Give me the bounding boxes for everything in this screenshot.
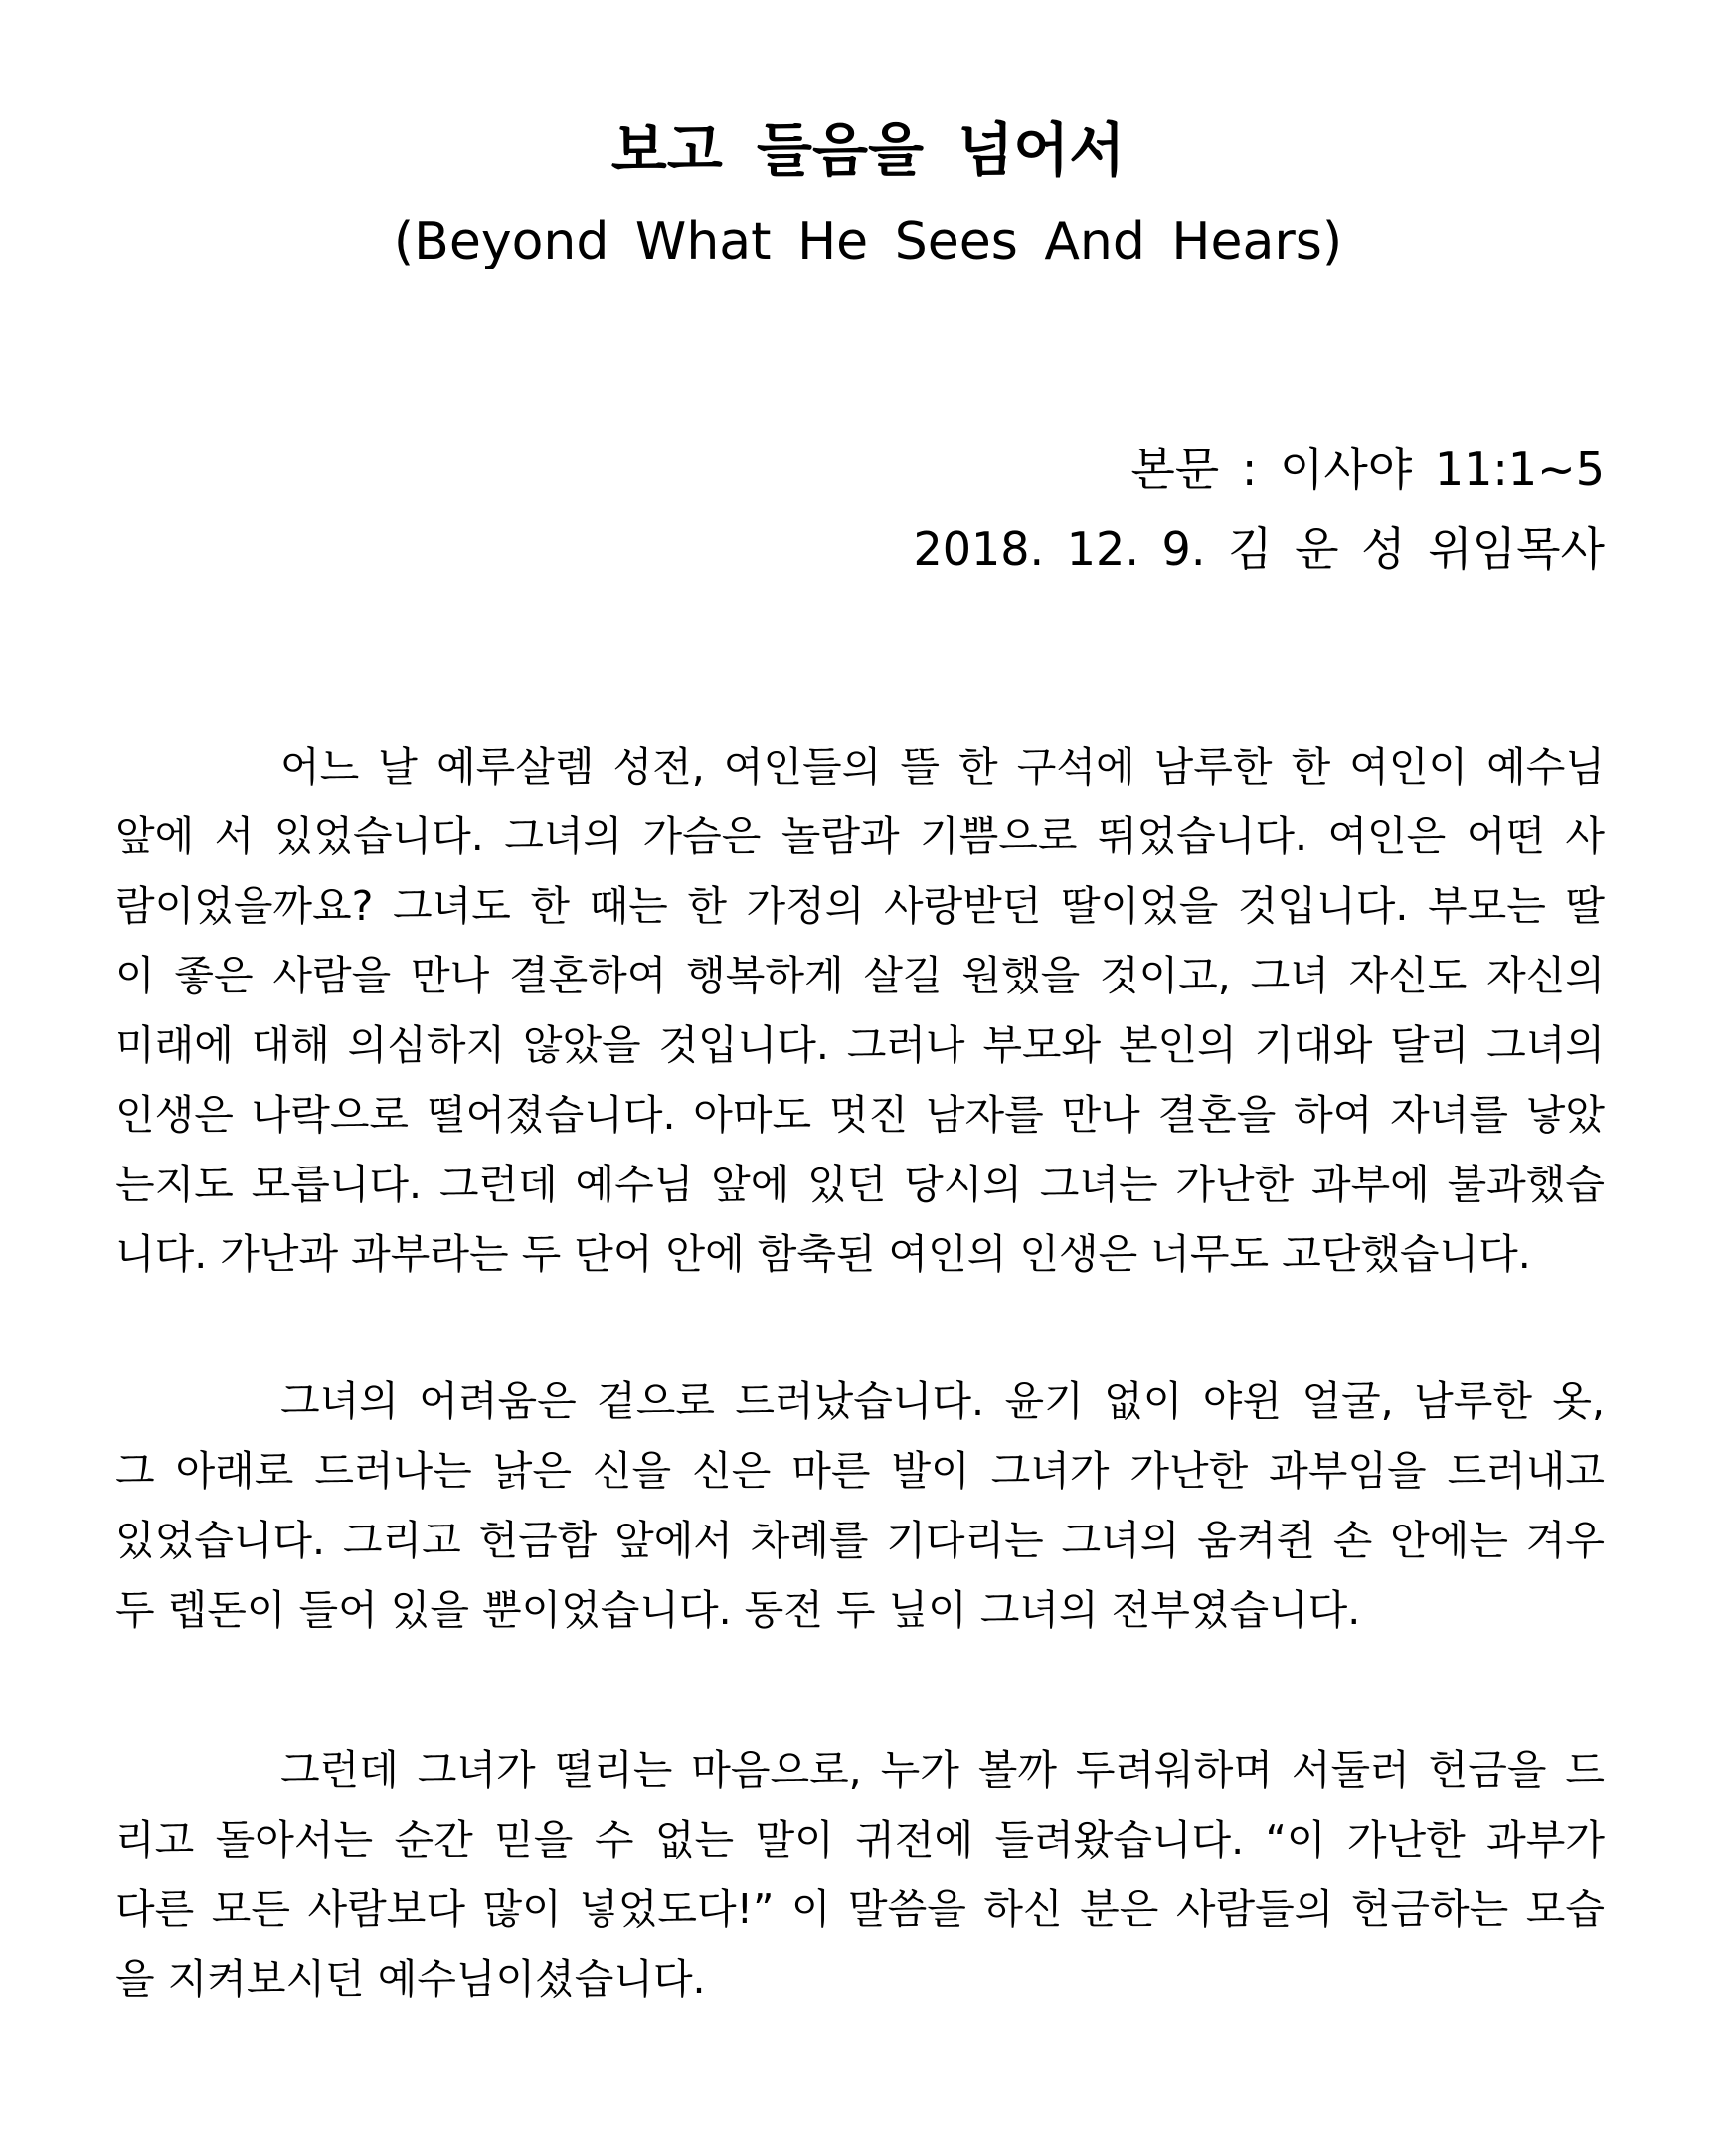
paragraph-line: 다른 모든 사람보다 많이 넣었도다!” 이 말씀을 하신 분은 사람들의 헌금하는 모습: [115, 1886, 1605, 1933]
paragraph-line: 두 렙돈이 들어 있을 뿐이었습니다. 동전 두 닢이 그녀의 전부였습니다.: [115, 1586, 1361, 1634]
paragraph-line: 이 좋은 사람을 만나 결혼하여 행복하게 살길 원했을 것이고, 그녀 자신도 자신의: [115, 952, 1605, 999]
document-subtitle: (Beyond What He Sees And Hears): [393, 212, 1343, 271]
paragraph-line: 미래에 대해 의심하지 않았을 것입니다. 그러나 부모와 본인의 기대와 달리 그녀의: [115, 1021, 1605, 1069]
paragraph-line: 그 아래로 드러나는 낡은 신을 신은 마른 발이 그녀가 가난한 과부임을 드러내고: [115, 1447, 1605, 1495]
paragraph-line: 그런데 그녀가 떨리는 마음으로, 누가 볼까 두려워하며 서둘러 헌금을 드: [280, 1746, 1605, 1794]
paragraph-1: [115, 732, 1605, 1289]
paragraph-line: 인생은 나락으로 떨어졌습니다. 아마도 멋진 남자를 만나 결혼을 하여 자녀를 낳았: [115, 1091, 1605, 1139]
date-author-line: 2018. 12. 9. 김 운 성 위임목사: [913, 522, 1605, 576]
paragraph-line: 앞에 서 있었습니다. 그녀의 가슴은 놀람과 기쁨으로 뛰었습니다. 여인은 어떤 사: [115, 812, 1605, 860]
paragraph-line: 람이었을까요? 그녀도 한 때는 한 가정의 사랑받던 딸이었을 것입니다. 부모는 딸: [115, 882, 1605, 930]
paragraph-2: [115, 1366, 1605, 1645]
paragraph-line: 그녀의 어려움은 겉으로 드러났습니다. 윤기 없이 야윈 얼굴, 남루한 옷,: [280, 1377, 1605, 1425]
paragraph-line: 리고 돌아서는 순간 믿을 수 없는 말이 귀전에 들려왔습니다. “이 가난한 과부가: [115, 1816, 1605, 1864]
paragraph-3: [115, 1735, 1605, 2014]
paragraph-line: 는지도 모릅니다. 그런데 예수님 앞에 있던 당시의 그녀는 가난한 과부에 불과했습: [115, 1161, 1605, 1208]
scripture-reference: 본문 : 이사야 11:1~5: [1130, 443, 1605, 496]
paragraph-line: 니다. 가난과 과부라는 두 단어 안에 함축된 여인의 인생은 너무도 고단했습니다.: [115, 1230, 1531, 1278]
paragraph-line: 어느 날 예루살렘 성전, 여인들의 뜰 한 구석에 남루한 한 여인이 예수님: [280, 743, 1605, 791]
paragraph-line: 을 지켜보시던 예수님이셨습니다.: [115, 1955, 706, 2003]
document-title: 보고 들음을 넘어서: [610, 116, 1126, 184]
paragraph-line: 있었습니다. 그리고 헌금함 앞에서 차례를 기다리는 그녀의 움켜쥔 손 안에는 겨우: [115, 1517, 1605, 1564]
